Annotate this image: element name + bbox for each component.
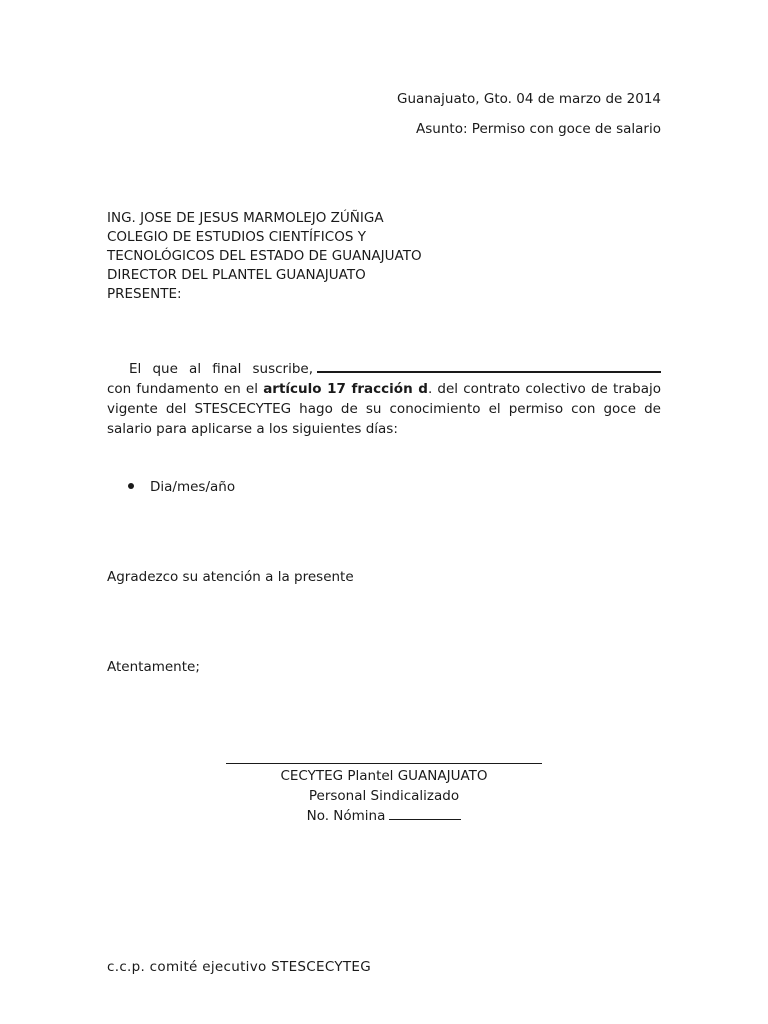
name-blank-line	[317, 359, 661, 373]
nomina-label: No. Nómina	[306, 808, 386, 824]
body-bold-article: artículo 17 fracción d	[263, 381, 428, 397]
addressee-name: ING. JOSE DE JESUS MARMOLEJO ZÚÑIGA	[107, 210, 384, 226]
nomina-blank-line	[389, 807, 461, 820]
subject-line: Asunto: Permiso con goce de salario	[416, 121, 661, 137]
body-opening: El que al final suscribe,	[129, 361, 313, 377]
closing-line: Atentamente;	[107, 659, 200, 675]
body-text-before-bold: con fundamento en el	[107, 381, 264, 397]
signature-block	[226, 748, 542, 826]
bullet-text: Dia/mes/año	[150, 479, 236, 495]
addressee-presente: PRESENTE:	[107, 286, 182, 302]
body-text-after-bold: . del contrato colectivo de trabajo vigente del STESCECYTEG hago de su conocimiento el permiso con goce de salario para aplicarse a los siguientes días:	[107, 381, 662, 437]
date-line: Guanajuato, Gto. 04 de marzo de 2014	[397, 91, 661, 107]
signature-line-1: CECYTEG Plantel GUANAJUATO	[280, 768, 488, 784]
bullet-icon	[128, 483, 134, 489]
addressee-institution-2: TECNOLÓGICOS DEL ESTADO DE GUANAJUATO	[107, 248, 422, 264]
addressee-institution-1: COLEGIO DE ESTUDIOS CIENTÍFICOS Y	[107, 229, 366, 245]
thanks-line: Agradezco su atención a la presente	[107, 569, 354, 585]
addressee-title: DIRECTOR DEL PLANTEL GUANAJUATO	[107, 267, 366, 283]
addressee-block	[107, 209, 667, 304]
signature-line-2: Personal Sindicalizado	[308, 788, 460, 804]
ccp-line: c.c.p. comité ejecutivo STESCECYTEG	[107, 959, 372, 975]
signature-nomina	[226, 806, 542, 826]
body-paragraph	[107, 359, 661, 439]
signature-line	[226, 748, 542, 764]
list-item	[128, 478, 235, 497]
